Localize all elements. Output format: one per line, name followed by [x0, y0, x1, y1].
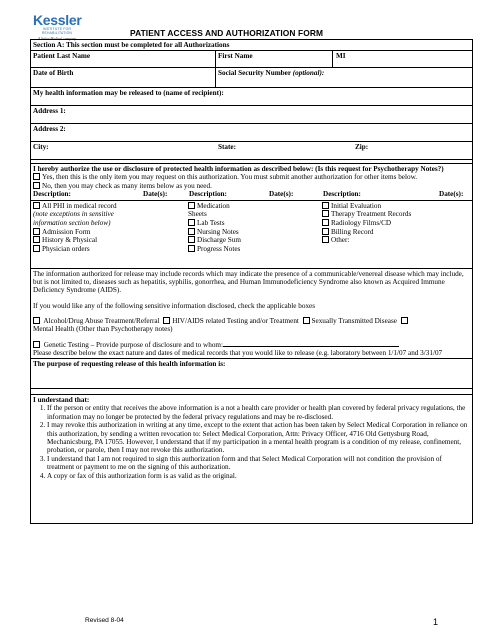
history-physical-label: History & Physical	[42, 236, 98, 245]
progress-notes-item	[188, 245, 241, 254]
genetic-checkbox[interactable]	[33, 341, 40, 348]
therapy-records-checkbox[interactable]	[322, 210, 329, 217]
admission-form-item	[33, 228, 117, 237]
lab-tests-label: Lab Tests	[197, 219, 225, 228]
yes-label: Yes, then this is the only item you may request on this authorization. You must submit another authorization for other items below.	[42, 173, 418, 182]
desc-header-3: Description:	[323, 189, 361, 198]
desc-header-2: Description:	[189, 189, 227, 198]
recipient-field[interactable]: My health information may be released to (name of recipient):	[33, 89, 224, 97]
no-option	[33, 182, 470, 190]
std-checkbox[interactable]	[303, 317, 310, 324]
logo-subtitle: INSTITUTE FOR REHABILITATION	[41, 27, 73, 35]
dob-row	[31, 68, 472, 88]
revision-label: Revised 8-04	[85, 617, 124, 624]
no-checkbox[interactable]	[33, 182, 40, 189]
ssn-field[interactable]	[218, 69, 324, 77]
hiv-label: HIV/AIDS related Testing and/or Treatment	[172, 316, 299, 325]
sensitive-check-intro: If you would like any of the following sensitive information disclosed, check the applicable boxes	[33, 301, 316, 310]
sensitive-info-row	[31, 269, 472, 359]
records-col-3	[322, 202, 411, 245]
all-phi-item	[33, 202, 117, 211]
city-row	[31, 142, 472, 160]
lab-tests-checkbox[interactable]	[188, 219, 195, 226]
medication-item	[188, 202, 241, 211]
phi-note-2: information section below)	[33, 219, 111, 228]
understand-item: 1. If the person or entity that receives the above information is a not a health care provider or health plan covered by federal privacy regulations, the information may no longer be protected by the federal privacy regulations and may be re-disclosed.	[47, 404, 470, 421]
radiology-item	[322, 219, 411, 228]
billing-record-checkbox[interactable]	[322, 228, 329, 235]
address2-row	[31, 124, 472, 142]
sensitive-options	[33, 317, 470, 325]
dates-header-3: Date(s):	[439, 189, 464, 198]
address2-field[interactable]: Address 2:	[33, 125, 66, 133]
last-name-field[interactable]: Patient Last Name	[33, 52, 91, 60]
yes-option	[33, 173, 470, 181]
records-col-2	[188, 202, 241, 254]
all-phi-checkbox[interactable]	[33, 202, 40, 209]
nursing-notes-item	[188, 228, 241, 237]
genetic-option	[33, 341, 470, 349]
no-label: No, then you may check as many items below as you need.	[42, 181, 212, 190]
mental-health-checkbox[interactable]	[401, 317, 408, 324]
page-number: 1	[433, 617, 439, 627]
understand-block	[31, 395, 472, 482]
ssn-optional: (optional):	[292, 69, 325, 77]
other-item	[322, 236, 411, 245]
physician-orders-label: Physician orders	[42, 244, 90, 253]
ssn-label: Social Security Number	[218, 69, 291, 77]
name-row	[31, 51, 472, 68]
billing-record-item	[322, 228, 411, 237]
understand-list	[33, 404, 470, 480]
other-checkbox[interactable]	[322, 236, 329, 243]
understand-item: 4. A copy or fax of this authorization form is as valid as the original.	[47, 472, 470, 480]
physician-orders-checkbox[interactable]	[33, 245, 40, 252]
form-title: PATIENT ACCESS AND AUTHORIZATION FORM	[130, 28, 324, 38]
physician-orders-item	[33, 245, 117, 254]
address1-row	[31, 106, 472, 124]
city-field[interactable]: City:	[33, 143, 49, 151]
therapy-records-item	[322, 210, 411, 219]
kessler-logo	[33, 13, 81, 41]
std-label: Sexually Transmitted Disease	[311, 316, 397, 325]
authorize-block	[31, 164, 472, 200]
discharge-sum-item	[188, 236, 241, 245]
understand-row	[31, 395, 472, 523]
discharge-sum-checkbox[interactable]	[188, 236, 195, 243]
records-list	[31, 201, 472, 269]
history-physical-checkbox[interactable]	[33, 236, 40, 243]
alcohol-checkbox[interactable]	[33, 317, 40, 324]
initial-evaluation-item	[322, 202, 411, 211]
description-header	[33, 190, 470, 199]
understand-item: 3. I understand that I am not required to sign this authorization form and that Select Medical Corporation will not condition the provision of treatment or payment to me on the signing of this authorization.	[47, 455, 470, 472]
phi-note-1: (note exceptions in sensitive	[33, 210, 114, 219]
yes-checkbox[interactable]	[33, 173, 40, 180]
nursing-notes-label: Nursing Notes	[197, 227, 239, 236]
discharge-sum-label: Discharge Sum	[197, 236, 241, 245]
logo-name: Kessler	[33, 12, 82, 28]
alcohol-label: Alcohol/Drug Abuse Treatment/Referral	[43, 316, 160, 325]
all-phi-label: All PHI in medical record	[42, 201, 117, 210]
admission-form-label: Admission Form	[42, 227, 91, 236]
psychotherapy-question: (Is this request for Psychotherapy Notes?)	[315, 165, 444, 173]
recipient-row	[31, 88, 472, 106]
first-name-field[interactable]: First Name	[218, 52, 253, 60]
radiology-checkbox[interactable]	[322, 219, 329, 226]
medication-label: Medication	[197, 201, 230, 210]
authorize-row	[31, 164, 472, 201]
admission-form-checkbox[interactable]	[33, 228, 40, 235]
logo-tagline: A Select Medical company	[37, 36, 77, 41]
purpose-row	[31, 359, 472, 389]
genetic-purpose-line[interactable]	[223, 341, 399, 347]
hiv-checkbox[interactable]	[163, 317, 170, 324]
dates-header-1: Date(s):	[143, 189, 168, 198]
section-a-row	[31, 40, 472, 51]
purpose-label[interactable]: The purpose of requesting release of this health information is:	[33, 360, 226, 369]
sensitive-info-block	[31, 269, 472, 358]
therapy-records-label: Therapy Treatment Records	[331, 210, 412, 219]
dates-header-2: Date(s):	[269, 189, 294, 198]
understand-item: 2. I may revoke this authorization in writing at any time, except to the extent that action has been taken by Select Medical Corporation in reliance on this authorization, by sending a written revocation to: Select Medical Corporation, Attn: Privacy Officer, 4716 Old Gettysburg Road, Mechanicsburg, PA 17055. However, I understand that if my participation in a mental health program is a condition of my release, confinement, probation, or parole, then I may not revoke this authorization.	[47, 421, 470, 454]
progress-notes-checkbox[interactable]	[188, 245, 195, 252]
medication-label-2: Sheets	[188, 210, 207, 219]
state-field[interactable]: State:	[218, 143, 236, 151]
desc-header-1: Description:	[33, 189, 71, 198]
initial-evaluation-checkbox[interactable]	[322, 202, 329, 209]
mi-field[interactable]: MI	[336, 52, 346, 60]
authorize-text: I hereby authorize the use or disclosure of protected health information as described below:	[33, 165, 314, 173]
understand-heading: I understand that:	[33, 396, 90, 405]
lab-tests-item	[188, 219, 241, 228]
nursing-notes-checkbox[interactable]	[188, 228, 195, 235]
genetic-label: Genetic Testing – Provide purpose of disclosure and to whom:	[43, 340, 224, 349]
radiology-label: Radiology Films/CD	[331, 219, 392, 228]
medication-checkbox[interactable]	[188, 202, 195, 209]
mental-health-label: Mental Health (Other than Psychotherapy notes)	[33, 325, 173, 334]
initial-evaluation-label: Initial Evaluation	[331, 201, 382, 210]
zip-field[interactable]: Zip:	[355, 143, 369, 151]
records-col-1	[33, 202, 117, 254]
billing-record-label: Billing Record	[331, 227, 374, 236]
section-a-heading: Section A: This section must be completed for all Authorizations	[33, 41, 230, 49]
sensitive-paragraph: The information authorized for release may include records which may indicate the presence of a communicable/venereal disease which may include, but is not limited to, diseases such as hepatitis, syphilis, gonorrhea, and Human Immunodeficiency Syndrome also known as Acquired Immune Deficiency Syndrome (AIDS).	[33, 269, 464, 295]
authorize-statement	[33, 165, 470, 173]
history-physical-item	[33, 236, 117, 245]
progress-notes-label: Progress Notes	[197, 244, 241, 253]
other-label: Other:	[331, 236, 350, 245]
address1-field[interactable]: Address 1:	[33, 107, 66, 115]
describe-instructions: Please describe below the exact nature and dates of medical records that you would like to release (e.g. laboratory between 1/1/07 and 3/31/07	[33, 348, 443, 357]
dob-field[interactable]: Date of Birth	[33, 69, 74, 77]
